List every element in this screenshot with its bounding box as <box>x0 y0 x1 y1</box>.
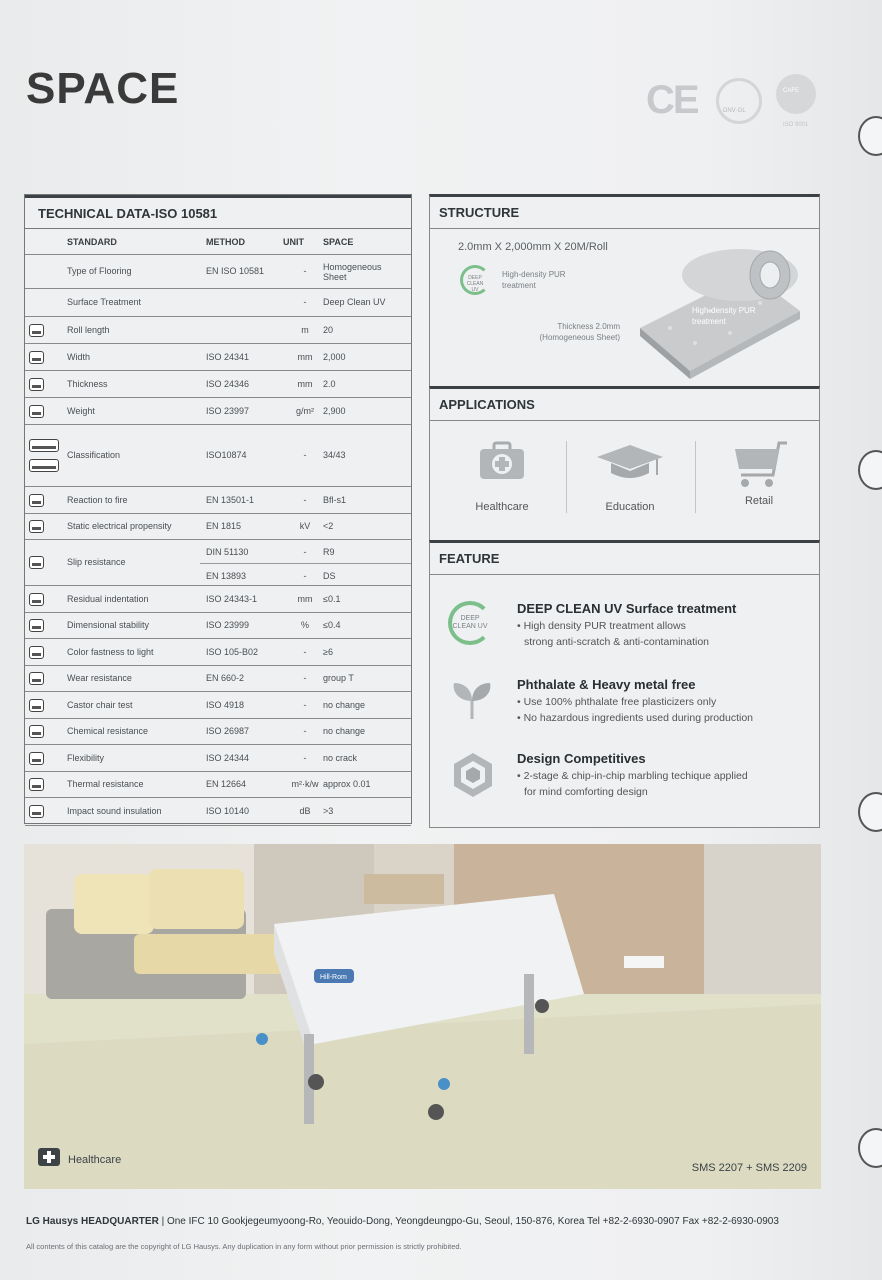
cafe-label: CAFE <box>783 88 800 94</box>
classification-icon <box>29 459 59 472</box>
footer-address-text: | One IFC 10 Gookjegeumyoong-Ro, Yeouido-Dong, Yeongdeungpo-Gu, Seoul, 150-876, Korea <box>161 1216 585 1227</box>
structure-panel <box>429 194 820 388</box>
row-label: Wear resistance <box>67 673 132 683</box>
row-space: no crack <box>323 752 358 763</box>
deep-clean-uv-badge-icon: DEEP CLEAN UV <box>460 265 490 295</box>
row-divider <box>200 563 411 564</box>
row-method: ISO 10140 <box>206 806 250 816</box>
row-unit: mm <box>297 351 313 362</box>
color-fastness-icon <box>29 646 44 659</box>
row-space: approx 0.01 <box>323 779 371 789</box>
row-unit: - <box>303 266 307 276</box>
bed-brand-label: Hill-Rom <box>320 974 347 981</box>
row-unit: % <box>300 620 309 630</box>
row-space: 2,900 <box>323 405 346 416</box>
column-method: METHOD <box>206 237 245 247</box>
row-method: ISO 105-B02 <box>206 646 259 657</box>
thickness-label: Thickness 2.0mm (Homogeneous Sheet) <box>539 322 620 342</box>
applications-title: APPLICATIONS <box>430 389 819 421</box>
table-row <box>25 317 411 344</box>
binder-hole <box>858 1128 882 1168</box>
sound-icon <box>29 805 44 818</box>
row-space: no change <box>323 699 366 710</box>
dnv-label: DNV·GL <box>723 108 746 114</box>
row-unit: - <box>303 450 307 460</box>
thermal-icon <box>29 778 44 791</box>
row-unit: - <box>303 673 307 683</box>
row-space: 2,000 <box>323 351 346 362</box>
hexagon-icon <box>448 751 498 801</box>
row-unit: - <box>303 699 307 710</box>
applications-panel <box>429 386 820 542</box>
wear-icon <box>29 672 44 685</box>
table-row <box>25 371 411 398</box>
feature-line: • 2-stage & chip-in-chip marbling techique applied <box>517 770 748 782</box>
room-illustration <box>24 844 821 1189</box>
row-method: EN 13893 <box>206 571 247 581</box>
feature-line: strong anti-scratch & anti-contamination <box>524 636 710 648</box>
footer-tel: Tel +82-2-6930-0907 <box>587 1216 680 1227</box>
footer-hq: LG Hausys HEADQUARTER <box>26 1216 159 1227</box>
fire-icon <box>29 494 44 507</box>
feature-heading: Design Competitives <box>517 751 646 766</box>
table-row <box>25 255 411 289</box>
row-label: Type of Flooring <box>67 266 132 276</box>
row-method: DIN 51130 <box>206 547 249 557</box>
row-unit: - <box>303 547 307 557</box>
row-space: DS <box>323 571 336 581</box>
application-retail <box>695 441 823 507</box>
chemical-icon <box>29 725 44 738</box>
row-space: ≤0.4 <box>323 620 341 630</box>
ce-mark: CE <box>646 78 698 122</box>
row-label: Surface Treatment <box>67 297 142 307</box>
row-unit: mm <box>297 378 313 389</box>
thickness-icon <box>29 378 44 391</box>
cafe-logo <box>776 74 816 114</box>
row-space: <2 <box>323 521 334 531</box>
row-unit: - <box>303 646 307 657</box>
application-label: Retail <box>744 495 774 507</box>
flexibility-icon <box>29 752 44 765</box>
table-body <box>25 255 411 826</box>
feature-line: • High density PUR treatment allows <box>517 620 686 632</box>
row-space: >3 <box>323 806 334 816</box>
row-method: ISO 4918 <box>206 699 245 710</box>
dnv-logo <box>716 78 762 124</box>
row-label: Color fastness to light <box>67 646 154 657</box>
feature-heading: Phthalate & Heavy metal free <box>517 677 696 692</box>
feature-line: for mind comforting design <box>524 786 648 798</box>
row-space: group T <box>323 673 354 683</box>
binder-hole <box>858 116 882 156</box>
table-row <box>25 398 411 425</box>
row-method: ISO 23999 <box>206 620 250 630</box>
certification-logos <box>646 74 826 134</box>
high-density-overlay-label: High-density PUR treatment <box>692 306 756 326</box>
table-row <box>25 639 411 666</box>
static-icon <box>29 520 44 533</box>
row-unit: m²·k/w <box>291 779 319 789</box>
row-space: Bfl-s1 <box>323 494 347 505</box>
row-label: Chemical resistance <box>67 726 149 736</box>
column-unit: UNIT <box>283 237 304 247</box>
table-row <box>25 613 411 639</box>
row-space: Deep Clean UV <box>323 297 386 307</box>
table-row <box>25 514 411 540</box>
slip-icon <box>29 556 44 569</box>
deep-clean-uv-badge: DEEP CLEAN UV <box>448 601 492 645</box>
row-method: ISO 24344 <box>206 752 250 763</box>
medical-kit-icon <box>38 1148 60 1166</box>
technical-data-table <box>24 194 412 824</box>
high-density-label: High-density PUR treatment <box>502 270 566 290</box>
row-method: EN 660-2 <box>206 673 245 683</box>
row-label: Width <box>67 351 91 362</box>
table-row <box>25 745 411 772</box>
row-method: ISO10874 <box>206 450 247 460</box>
photo-caption: Healthcare <box>68 1154 122 1166</box>
column-space: SPACE <box>323 237 354 247</box>
binder-hole <box>858 450 882 490</box>
row-unit: - <box>303 571 307 581</box>
indentation-icon <box>29 593 44 606</box>
table-row <box>25 425 411 487</box>
table-row <box>25 772 411 798</box>
row-method: ISO 24343-1 <box>206 593 258 604</box>
row-label: Dimensional stability <box>67 620 150 630</box>
table-row <box>25 586 411 613</box>
product-code: SMS 2207 + SMS 2209 <box>691 1162 807 1174</box>
row-label: Castor chair test <box>67 699 133 710</box>
structure-dimensions: 2.0mm X 2,000mm X 20M/Roll <box>458 241 608 253</box>
row-space: 34/43 <box>323 450 346 460</box>
row-unit: kV <box>299 521 311 531</box>
column-standard: STANDARD <box>67 237 117 247</box>
structure-title: STRUCTURE <box>430 197 819 229</box>
row-unit: mm <box>297 593 313 604</box>
leaf-icon <box>448 677 496 721</box>
table-row <box>25 798 411 826</box>
row-unit: g/m² <box>296 405 314 416</box>
row-unit: - <box>303 752 307 763</box>
table-row <box>25 540 411 586</box>
row-label: Flexibility <box>67 752 105 763</box>
row-unit: - <box>303 726 307 736</box>
deep-clean-uv-icon <box>448 601 492 645</box>
footer-copyright: All contents of this catalog are the copyright of LG Hausys. Any duplication in any form without prior permission is strictly prohibited. <box>26 1242 462 1251</box>
table-row <box>25 289 411 317</box>
castor-icon <box>29 699 44 712</box>
row-unit: dB <box>299 806 311 816</box>
technical-data-title: TECHNICAL DATA-ISO 10581 <box>25 195 411 229</box>
shopping-cart-icon <box>729 441 789 491</box>
application-label: Education <box>605 501 655 513</box>
row-label: Roll length <box>67 324 110 335</box>
table-row <box>25 719 411 745</box>
feature-title: FEATURE <box>430 543 819 575</box>
footer-fax: Fax +82-2-6930-0903 <box>682 1216 779 1227</box>
application-label: Healthcare <box>475 501 529 513</box>
row-space: ≥6 <box>323 646 333 657</box>
binder-hole <box>858 792 882 832</box>
row-space: no change <box>323 726 366 736</box>
hospital-room-photo <box>24 844 821 1189</box>
table-header-row <box>25 229 411 255</box>
row-method: ISO 26987 <box>206 726 250 736</box>
row-space: 20 <box>323 324 334 335</box>
row-unit: - <box>303 297 307 307</box>
page-title: SPACE <box>26 64 180 113</box>
row-method: EN 13501-1 <box>206 494 255 505</box>
row-label: Residual indentation <box>67 593 149 604</box>
row-space: 2.0 <box>323 378 336 389</box>
graduation-cap-icon <box>595 441 665 481</box>
row-method: EN 12664 <box>206 779 247 789</box>
table-row <box>25 666 411 692</box>
row-method: EN ISO 10581 <box>206 266 265 276</box>
row-space: R9 <box>323 547 335 557</box>
row-method: ISO 24346 <box>206 378 250 389</box>
row-unit: - <box>303 494 307 505</box>
width-icon <box>29 351 44 364</box>
row-method: ISO 23997 <box>206 405 250 416</box>
roll-length-icon <box>29 324 44 337</box>
row-label: Thickness <box>67 378 108 389</box>
row-space: Homogeneous Sheet <box>323 262 382 282</box>
row-label: Weight <box>67 405 95 416</box>
footer-address <box>26 1216 779 1227</box>
table-row <box>25 487 411 514</box>
row-label: Thermal resistance <box>67 779 144 789</box>
row-label: Slip resistance <box>67 557 126 567</box>
application-healthcare <box>438 441 566 513</box>
classification-icon <box>29 439 59 452</box>
row-label: Static electrical propensity <box>67 521 172 531</box>
application-education <box>566 441 694 513</box>
feature-line: • Use 100% phthalate free plasticizers only <box>517 696 717 708</box>
row-label: Classification <box>67 450 121 460</box>
row-unit: m <box>301 324 309 335</box>
medical-kit-icon <box>478 441 526 481</box>
row-method: EN 1815 <box>206 521 242 531</box>
row-method: ISO 24341 <box>206 351 250 362</box>
row-label: Reaction to fire <box>67 494 128 505</box>
feature-line: • No hazardous ingredients used during production <box>517 712 753 724</box>
row-label: Impact sound insulation <box>67 806 162 816</box>
feature-panel <box>429 540 820 828</box>
cafe-sub-label: ISO 9001 <box>783 122 809 128</box>
row-space: ≤0.1 <box>323 593 341 604</box>
feature-heading: DEEP CLEAN UV Surface treatment <box>517 601 737 616</box>
table-row <box>25 344 411 371</box>
table-row <box>25 692 411 719</box>
weight-icon <box>29 405 44 418</box>
stability-icon <box>29 619 44 632</box>
